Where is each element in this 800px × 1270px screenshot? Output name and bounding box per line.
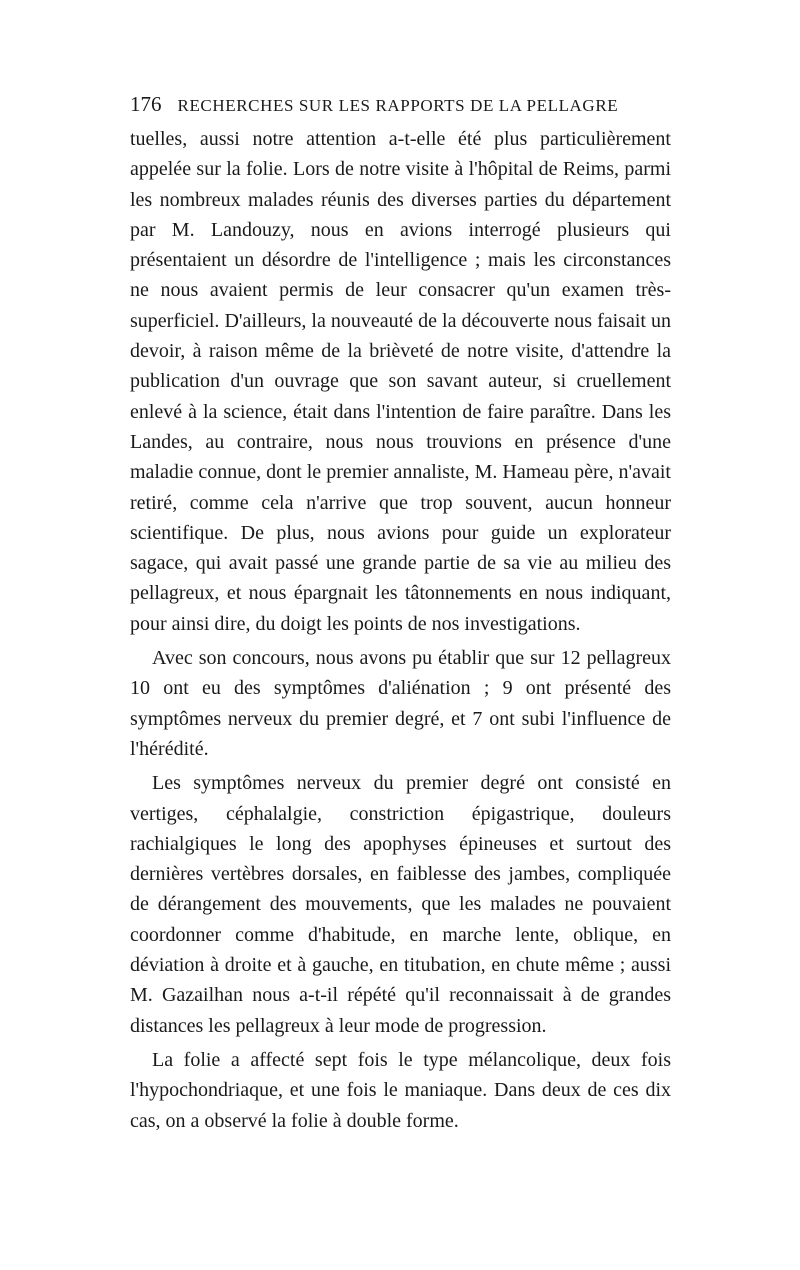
paragraph-concours: Avec son concours, nous avons pu établir que sur 12 pellagreux 10 ont eu des symptômes d'aliénation ; 9 ont présenté des symptômes nerveux du premier degré, et 7 ont subi l'influence de l'hérédité. <box>130 647 671 760</box>
running-head <box>130 92 671 122</box>
running-title: RECHERCHES SUR LES RAPPORTS DE LA PELLAGRE <box>177 96 619 115</box>
paragraph-symptomes: Les symptômes nerveux du premier degré ont consisté en vertiges, céphalalgie, constriction épigastrique, douleurs rachialgiques le long des apophyses épineuses et surtout des dernières vertèbres dorsales, en faiblesse des jambes, compliquée de dérangement des mouvements, que les malades ne pouvaient coordonner comme d'habitude, en marche lente, oblique, en déviation à droite et à gauche, en titubation, en chute même ; aussi M. Gazailhan nous a-t-il répété qu'il reconnaissait à de grandes distances les pellagreux à leur mode de progression. <box>130 772 671 1037</box>
paragraph-continued: tuelles, aussi notre attention a-t-elle été plus particulièrement appelée sur la folie. Lors de notre visite à l'hôpital de Reims, parmi les nombreux malades réunis des diverses parties du département par M. Landouzy, nous en avions interrogé plusieurs qui présentaient un désordre de l'intelligence ; mais les circonstances ne nous avaient permis de leur consacrer qu'un examen très-superficiel. D'ailleurs, la nouveauté de la découverte nous faisait un devoir, à raison même de la brièveté de notre visite, d'attendre la publication d'un ouvrage que son savant auteur, si cruellement enlevé à la science, était dans l'intention de faire paraître. Dans les Landes, au contraire, nous nous trouvions en présence d'une maladie connue, dont le premier annaliste, M. Hameau père, n'avait retiré, comme cela n'arrive que trop souvent, aucun honneur scientifique. De plus, nous avions pour guide un explorateur sagace, qui avait passé une grande partie de sa vie au milieu des pellagreux, et nous épargnait les tâtonnements en nous indiquant, pour ainsi dire, du doigt les points de nos investigations. <box>130 128 671 635</box>
body-text <box>130 124 671 1136</box>
book-page <box>130 92 671 1136</box>
page-number: 176 <box>130 92 162 116</box>
paragraph-folie: La folie a affecté sept fois le type mélancolique, deux fois l'hypochondriaque, et une fois le maniaque. Dans deux de ces dix cas, on a observé la folie à double forme. <box>130 1048 671 1132</box>
